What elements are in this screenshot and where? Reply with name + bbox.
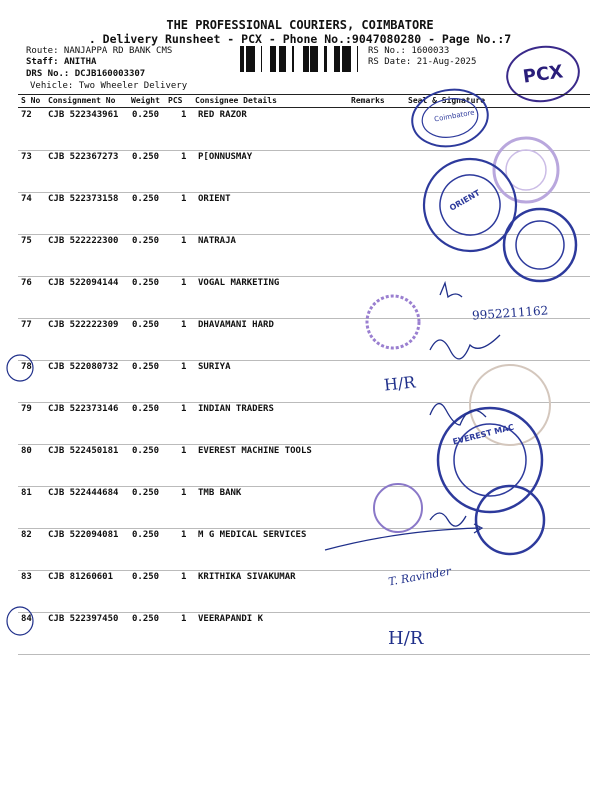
table-row — [18, 192, 590, 235]
cell-consignee: NATRAJA — [198, 236, 236, 246]
cell-consignment: CJB 522397450 — [48, 614, 119, 624]
cell-weight: 0.250 — [132, 572, 160, 582]
header-pcs: PCS — [168, 96, 183, 105]
cell-pcs: 1 — [181, 446, 187, 456]
header-sno: S No — [21, 96, 41, 105]
table-row — [18, 318, 590, 361]
cell-sno: 78 — [21, 362, 32, 372]
cell-consignee: VEERAPANDI K — [198, 614, 264, 624]
company-title: THE PROFESSIONAL COURIERS, COIMBATORE — [166, 18, 434, 32]
table-row — [18, 486, 590, 529]
drs-number: DRS No.: DCJB160003307 — [26, 69, 146, 79]
cell-weight: 0.250 — [132, 236, 160, 246]
cell-consignment: CJB 81260601 — [48, 572, 114, 582]
barcode-bar — [285, 46, 286, 72]
cell-consignment: CJB 522222300 — [48, 236, 119, 246]
cell-pcs: 1 — [181, 362, 187, 372]
cell-consignee: EVEREST MACHINE TOOLS — [198, 446, 312, 456]
barcode-bar — [342, 46, 345, 72]
cell-pcs: 1 — [181, 236, 187, 246]
cell-sno: 80 — [21, 446, 32, 456]
cell-pcs: 1 — [181, 110, 187, 120]
cell-weight: 0.250 — [132, 110, 160, 120]
cell-sno: 73 — [21, 152, 32, 162]
barcode-bar — [280, 46, 282, 72]
barcode-bar — [310, 46, 312, 72]
handwritten-hr-78: H/R — [383, 372, 417, 395]
barcode-bar — [357, 46, 358, 72]
cell-pcs: 1 — [181, 572, 187, 582]
barcode-bar — [292, 46, 294, 72]
cell-weight: 0.250 — [132, 404, 160, 414]
barcode-bar — [348, 46, 351, 72]
cell-sno: 75 — [21, 236, 32, 246]
barcode-bar — [303, 46, 304, 72]
barcode-bar — [339, 46, 340, 72]
route-label: Route: NANJAPPA RD BANK CMS — [26, 46, 173, 56]
cell-pcs: 1 — [181, 404, 187, 414]
cell-pcs: 1 — [181, 614, 187, 624]
table-row — [18, 234, 590, 277]
table-row — [18, 612, 590, 655]
table-row — [18, 360, 590, 403]
barcode-bar — [345, 46, 346, 72]
cell-sno: 84 — [21, 614, 32, 624]
barcode-bar — [252, 46, 255, 72]
cell-consignee: TMB BANK — [198, 488, 242, 498]
handwritten-hr-84: H/R — [388, 628, 424, 649]
cell-pcs: 1 — [181, 194, 187, 204]
cell-weight: 0.250 — [132, 488, 160, 498]
handwritten-phone: 9952211162 — [471, 303, 549, 323]
cell-consignee: VOGAL MARKETING — [198, 278, 280, 288]
table-row — [18, 108, 590, 151]
cell-consignment: CJB 522094144 — [48, 278, 119, 288]
table-row — [18, 444, 590, 487]
cell-weight: 0.250 — [132, 614, 160, 624]
staff-label: Staff: — [26, 57, 59, 67]
header-weight: Weight — [131, 96, 160, 105]
cell-weight: 0.250 — [132, 446, 160, 456]
cell-consignee: DHAVAMANI HARD — [198, 320, 274, 330]
barcode-bar — [240, 46, 243, 72]
barcode-bar — [270, 46, 273, 72]
cell-sno: 82 — [21, 530, 32, 540]
stamp-text-orient: ORIENT — [447, 188, 482, 213]
runsheet-subtitle: . Delivery Runsheet - PCX - Phone No.:9047080280 - Page No.:7 — [88, 32, 512, 46]
cell-weight: 0.250 — [132, 530, 160, 540]
barcode-bar — [273, 46, 274, 72]
cell-pcs: 1 — [181, 530, 187, 540]
cell-consignee: INDIAN TRADERS — [198, 404, 274, 414]
header-remarks: Remarks — [351, 96, 385, 105]
cell-weight: 0.250 — [132, 320, 160, 330]
cell-sno: 74 — [21, 194, 32, 204]
table-row — [18, 150, 590, 193]
barcode-bar — [274, 46, 276, 72]
staff-line — [26, 57, 96, 67]
barcode-bar — [334, 46, 336, 72]
table-row — [18, 528, 590, 571]
cell-sno: 77 — [21, 320, 32, 330]
cell-pcs: 1 — [181, 320, 187, 330]
cell-consignee: RED RAZOR — [198, 110, 247, 120]
barcode-image — [240, 46, 364, 72]
pcx-stamp: PCX — [502, 41, 583, 107]
cell-consignment: CJB 522094081 — [48, 530, 119, 540]
barcode-bar — [315, 46, 316, 72]
cell-consignment: CJB 522080732 — [48, 362, 119, 372]
cell-sno: 83 — [21, 572, 32, 582]
cell-consignment: CJB 522343961 — [48, 110, 119, 120]
rs-date: RS Date: 21-Aug-2025 — [368, 57, 477, 67]
rs-number: RS No.: 1600033 — [368, 46, 450, 56]
barcode-bar — [312, 46, 315, 72]
barcode-bar — [304, 46, 306, 72]
barcode-bar — [249, 46, 250, 72]
header-signature: Seal & Signature — [408, 96, 486, 105]
cell-consignment: CJB 522373146 — [48, 404, 119, 414]
table-row — [18, 570, 590, 613]
table-header — [18, 94, 590, 108]
cell-weight: 0.250 — [132, 278, 160, 288]
header-consignee: Consignee Details — [195, 96, 277, 105]
handwritten-sign-83: T. Ravinder — [387, 564, 453, 589]
cell-pcs: 1 — [181, 488, 187, 498]
staff-value: ANITHA — [63, 57, 97, 67]
barcode-bar — [346, 46, 348, 72]
barcode-bar — [261, 46, 262, 72]
cell-consignment: CJB 522373158 — [48, 194, 119, 204]
cell-consignee: SURIYA — [198, 362, 231, 372]
cell-consignment: CJB 522444684 — [48, 488, 119, 498]
cell-consignee: ORIENT — [198, 194, 231, 204]
barcode-bar — [246, 46, 249, 72]
cell-sno: 72 — [21, 110, 32, 120]
cell-weight: 0.250 — [132, 152, 160, 162]
vehicle-label: Vehicle: Two Wheeler Delivery — [30, 81, 188, 91]
cell-consignment: CJB 522367273 — [48, 152, 119, 162]
cell-consignee: KRITHIKA SIVAKUMAR — [198, 572, 296, 582]
barcode-bar — [316, 46, 318, 72]
cell-sno: 76 — [21, 278, 32, 288]
stamp-text-coimbatore: Coimbatore — [433, 108, 476, 124]
header-consignment: Consignment No — [48, 96, 116, 105]
cell-sno: 81 — [21, 488, 32, 498]
barcode-bar — [324, 46, 327, 72]
cell-consignment: CJB 522450181 — [48, 446, 119, 456]
barcode-bar — [279, 46, 280, 72]
barcode-bar — [336, 46, 339, 72]
barcode-bar — [282, 46, 285, 72]
barcode-bar — [306, 46, 309, 72]
cell-pcs: 1 — [181, 152, 187, 162]
cell-consignee: P[ONNUSMAY — [198, 152, 253, 162]
stamp-text-everest: EVEREST MAC — [451, 422, 515, 447]
cell-sno: 79 — [21, 404, 32, 414]
cell-weight: 0.250 — [132, 194, 160, 204]
cell-consignment: CJB 522222309 — [48, 320, 119, 330]
cell-consignee: M G MEDICAL SERVICES — [198, 530, 307, 540]
barcode-bar — [250, 46, 252, 72]
barcode-bar — [243, 46, 244, 72]
cell-pcs: 1 — [181, 278, 187, 288]
cell-weight: 0.250 — [132, 362, 160, 372]
